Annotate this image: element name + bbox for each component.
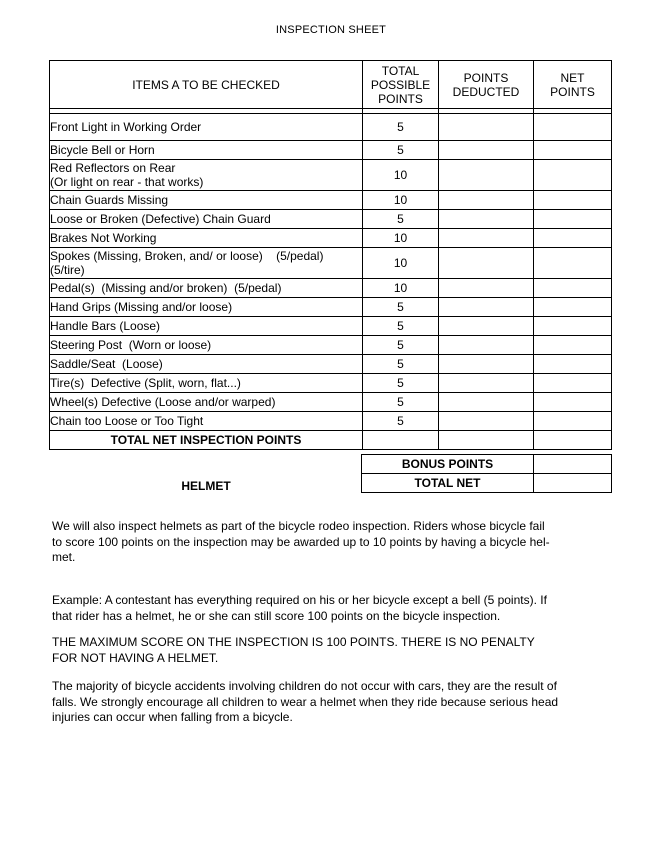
paragraph-line: met.	[52, 550, 76, 564]
item-cell	[50, 114, 363, 141]
item-cell	[50, 317, 363, 336]
net-points-cell[interactable]	[534, 412, 612, 431]
paragraph-line: falls. We strongly encourage all children to wear a helmet when they ride because serious head	[52, 694, 559, 709]
paragraph-line: injuries can occur when falling from a bicycle.	[52, 710, 293, 724]
header-total-possible-line: POSSIBLE	[370, 77, 431, 92]
table-row	[50, 279, 612, 298]
inspection-table	[49, 60, 612, 450]
item-cell	[50, 298, 363, 317]
bonus-row	[362, 455, 612, 474]
table-row	[50, 298, 612, 317]
paragraph-line: THE MAXIMUM SCORE ON THE INSPECTION IS 100 POINTS. THERE IS NO PENALTY	[52, 635, 535, 649]
item-cell	[50, 229, 363, 248]
points-deducted-cell[interactable]	[439, 191, 534, 210]
item-cell	[50, 374, 363, 393]
table-row	[50, 210, 612, 229]
paragraph-line: that rider has a helmet, he or she can still score 100 points on the bicycle inspection.	[52, 608, 501, 623]
possible-points-cell: 5	[363, 317, 439, 336]
item-cell	[50, 279, 363, 298]
total-net-row	[362, 474, 612, 493]
possible-points-cell: 10	[363, 191, 439, 210]
table-row	[50, 160, 612, 191]
item-label: Brakes Not Working	[50, 231, 157, 245]
points-deducted-cell[interactable]	[439, 141, 534, 160]
header-points-deducted-line: POINTS	[463, 70, 509, 85]
item-cell	[50, 336, 363, 355]
header-total-possible	[363, 61, 439, 109]
table-row	[50, 317, 612, 336]
table-row	[50, 393, 612, 412]
total-row	[50, 431, 612, 450]
paragraph-maximum-score	[52, 635, 567, 666]
item-label: (5/tire)	[50, 263, 85, 277]
paragraph-example	[52, 593, 567, 624]
item-cell	[50, 412, 363, 431]
possible-points-cell: 10	[363, 229, 439, 248]
possible-points-cell: 5	[363, 412, 439, 431]
points-deducted-cell[interactable]	[439, 393, 534, 412]
item-label: Chain too Loose or Too Tight	[50, 414, 204, 428]
header-total-possible-line: TOTAL	[381, 63, 420, 78]
item-label: Handle Bars (Loose)	[50, 319, 161, 333]
header-net-points	[534, 61, 612, 109]
item-cell	[50, 248, 363, 279]
paragraph-helmet-inspection	[52, 519, 567, 566]
item-label: Steering Post (Worn or loose)	[50, 338, 212, 352]
table-row	[50, 355, 612, 374]
bonus-points-cell[interactable]	[534, 455, 612, 474]
net-points-cell[interactable]	[534, 191, 612, 210]
item-label: Saddle/Seat (Loose)	[50, 357, 163, 371]
item-label: Bicycle Bell or Horn	[50, 143, 155, 157]
points-deducted-cell[interactable]	[439, 210, 534, 229]
total-net-inspection-label: TOTAL NET INSPECTION POINTS	[50, 431, 363, 450]
paragraph-line: The majority of bicycle accidents involving children do not occur with cars, they are the result of	[52, 679, 557, 693]
possible-points-cell: 5	[363, 393, 439, 412]
item-label: Loose or Broken (Defective) Chain Guard	[50, 212, 271, 226]
possible-points-cell: 10	[363, 160, 439, 191]
points-deducted-cell[interactable]	[439, 248, 534, 279]
possible-points-cell: 5	[363, 141, 439, 160]
possible-points-cell: 10	[363, 279, 439, 298]
item-label: Pedal(s) (Missing and/or broken) (5/pedal)	[50, 281, 282, 295]
points-deducted-cell[interactable]	[439, 317, 534, 336]
points-deducted-cell[interactable]	[439, 412, 534, 431]
item-label: Chain Guards Missing	[50, 193, 169, 207]
net-points-cell[interactable]	[534, 160, 612, 191]
bonus-points-label: BONUS POINTS	[362, 455, 534, 474]
item-label: Red Reflectors on Rear	[50, 161, 176, 175]
net-points-cell[interactable]	[534, 279, 612, 298]
total-net-points-cell[interactable]	[534, 431, 612, 450]
total-deducted-cell[interactable]	[439, 431, 534, 450]
points-deducted-cell[interactable]	[439, 298, 534, 317]
table-row	[50, 374, 612, 393]
header-net-points-line: NET	[560, 70, 585, 85]
item-cell	[50, 160, 363, 191]
paragraph-line: Example: A contestant has everything required on his or her bicycle except a bell (5 points). If	[52, 593, 547, 607]
item-label: (Or light on rear - that works)	[50, 175, 204, 189]
item-label: Front Light in Working Order	[50, 120, 202, 134]
header-items: ITEMS A TO BE CHECKED	[50, 61, 363, 109]
net-points-cell[interactable]	[534, 141, 612, 160]
net-points-cell[interactable]	[534, 393, 612, 412]
header-points-deducted-line: DEDUCTED	[452, 84, 520, 99]
header-total-possible-line: POINTS	[378, 91, 423, 106]
table-header-row	[50, 61, 612, 109]
table-row	[50, 141, 612, 160]
table-row	[50, 336, 612, 355]
item-cell	[50, 141, 363, 160]
points-deducted-cell[interactable]	[439, 374, 534, 393]
net-points-cell[interactable]	[534, 248, 612, 279]
table-row	[50, 191, 612, 210]
header-points-deducted	[439, 61, 534, 109]
total-net-label: TOTAL NET	[362, 474, 534, 493]
total-possible-cell[interactable]	[363, 431, 439, 450]
net-points-cell[interactable]	[534, 114, 612, 141]
header-net-points-line: POINTS	[550, 84, 595, 99]
page-title: INSPECTION SHEET	[275, 24, 387, 36]
net-points-cell[interactable]	[534, 229, 612, 248]
points-deducted-cell[interactable]	[439, 355, 534, 374]
net-points-cell[interactable]	[534, 210, 612, 229]
possible-points-cell: 5	[363, 298, 439, 317]
table-row	[50, 229, 612, 248]
points-deducted-cell[interactable]	[439, 279, 534, 298]
net-points-cell[interactable]	[534, 298, 612, 317]
paragraph-accidents	[52, 679, 567, 726]
bonus-table	[361, 454, 612, 493]
item-label: Tire(s) Defective (Split, worn, flat...)	[50, 376, 241, 390]
points-deducted-cell[interactable]	[439, 114, 534, 141]
possible-points-cell: 5	[363, 374, 439, 393]
item-cell	[50, 210, 363, 229]
table-row	[50, 412, 612, 431]
possible-points-cell: 5	[363, 355, 439, 374]
table-row	[50, 114, 612, 141]
helmet-label: HELMET	[181, 479, 231, 493]
item-cell	[50, 355, 363, 374]
item-cell	[50, 191, 363, 210]
points-deducted-cell[interactable]	[439, 160, 534, 191]
table-row	[50, 248, 612, 279]
net-points-cell[interactable]	[534, 374, 612, 393]
paragraph-line: We will also inspect helmets as part of the bicycle rodeo inspection. Riders whose bicycle fail	[52, 519, 545, 533]
paragraph-line: FOR NOT HAVING A HELMET.	[52, 650, 219, 665]
item-label: Hand Grips (Missing and/or loose)	[50, 300, 233, 314]
net-points-cell[interactable]	[534, 355, 612, 374]
item-label: Wheel(s) Defective (Loose and/or warped)	[50, 395, 276, 409]
item-label: Spokes (Missing, Broken, and/ or loose) (5/pedal)	[50, 249, 324, 263]
points-deducted-cell[interactable]	[439, 336, 534, 355]
possible-points-cell: 10	[363, 248, 439, 279]
paragraph-line: to score 100 points on the inspection may be awarded up to 10 points by having a bicycle hel-	[52, 534, 550, 549]
net-points-cell[interactable]	[534, 317, 612, 336]
item-cell	[50, 393, 363, 412]
possible-points-cell: 5	[363, 336, 439, 355]
points-deducted-cell[interactable]	[439, 229, 534, 248]
possible-points-cell: 5	[363, 210, 439, 229]
possible-points-cell: 5	[363, 114, 439, 141]
net-points-cell[interactable]	[534, 336, 612, 355]
total-net-cell[interactable]	[534, 474, 612, 493]
